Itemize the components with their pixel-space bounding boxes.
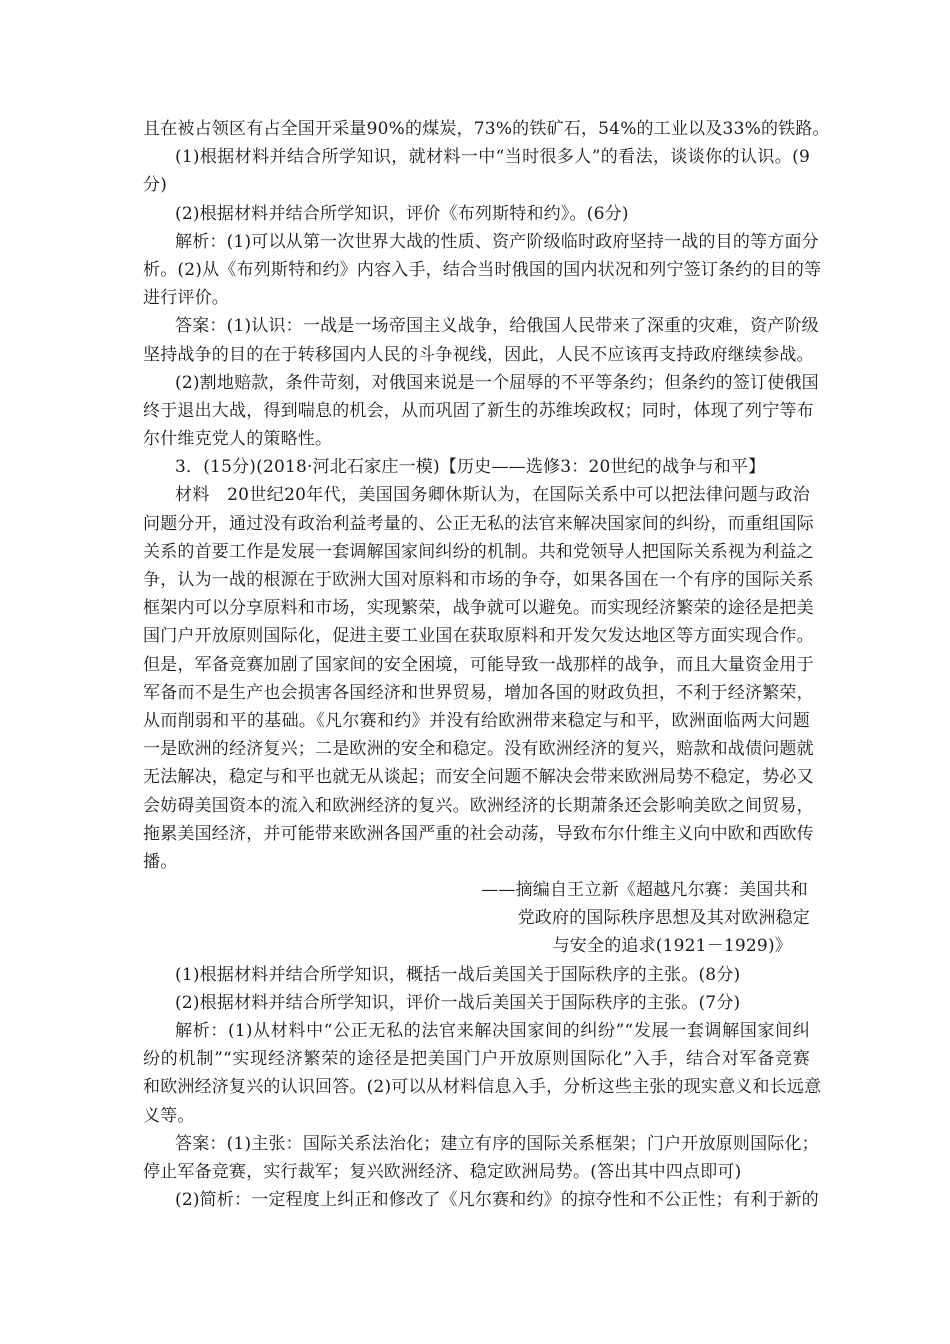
text-line: 停止军备竞赛，实行裁军；复兴欧洲经济、稳定欧洲局势。(答出其中四点即可)	[143, 1161, 742, 1182]
text-line: 且在被占领区有占全国开采量90%的煤炭，73%的铁矿石，54%的工业以及33%的铁路。	[143, 119, 830, 139]
text-line: 解析：(1)可以从第一次世界大战的性质、资产阶级临时政府坚持一战的目的等方面分	[175, 231, 819, 252]
text-line: 3．(15分)(2018·河北石家庄一模)【历史——选修3：20世纪的战争与和平】	[175, 457, 766, 478]
source-citation-line: 党政府的国际秩序思想及其对欧洲稳定	[517, 908, 810, 929]
document-page	[143, 115, 830, 1214]
text-line: 终于退出大战，得到喘息的机会，从而巩固了新生的苏维埃政权；同时，体现了列宁等布	[143, 400, 814, 421]
text-line: 材料 20世纪20年代，美国国务卿休斯认为，在国际关系中可以把法律问题与政治	[175, 485, 810, 506]
text-line: (2)割地赔款，条件苛刻，对俄国来说是一个屈辱的不平等条约；但条约的签订使俄国	[175, 372, 819, 393]
text-line: (2)简析：一定程度上纠正和修改了《凡尔赛和约》的掠夺性和不公正性；有利于新的	[175, 1190, 819, 1211]
text-line: 坚持战争的目的在于转移国内人民的斗争视线，因此，人民不应该再支持政府继续参战。	[143, 344, 814, 365]
text-line: 军备而不是生产也会损害各国经济和世界贸易，增加各国的财政负担，不利于经济繁荣，	[143, 682, 814, 703]
text-line: 一是欧洲的经济复兴；二是欧洲的安全和稳定。没有欧洲经济的复兴，赔款和战债问题就	[143, 739, 814, 760]
text-line: 无法解决，稳定与和平也就无从谈起；而安全问题不解决会带来欧洲局势不稳定，势必又	[143, 767, 814, 788]
text-line: 和欧洲经济复兴的认识回答。(2)可以从材料信息入手，分析这些主张的现实意义和长远意	[143, 1077, 822, 1098]
text-line: 解析：(1)从材料中“公正无私的法官来解决国家间的纠纷”“发展一套调解国家间纠	[175, 1021, 810, 1041]
text-line: 分)	[143, 175, 168, 196]
text-line: 析。(2)从《布列斯特和约》内容入手，结合当时俄国的国内状况和列宁签订条约的目的等	[143, 259, 822, 280]
text-line: 会妨碍美国资本的流入和欧洲经济的复兴。欧洲经济的长期萧条还会影响美欧之间贸易，	[143, 795, 814, 816]
text-line: 播。	[143, 851, 178, 872]
text-line: 从而削弱和平的基础。《凡尔赛和约》并没有给欧洲带来稳定与和平，欧洲面临两大问题	[143, 710, 810, 731]
text-line: 尔什维克党人的策略性。	[143, 429, 333, 450]
text-line: 框架内可以分享原料和市场，实现繁荣，战争就可以避免。而实现经济繁荣的途径是把美	[143, 598, 814, 619]
text-line: (2)根据材料并结合所学知识，评价一战后美国关于国际秩序的主张。(7分)	[175, 992, 741, 1013]
text-line: 进行评价。	[143, 288, 229, 309]
text-line: 答案：(1)主张：国际关系法治化；建立有序的国际关系框架；门户开放原则国际化；	[175, 1133, 819, 1154]
text-line: 问题分开，通过没有政治利益考量的、公正无私的法官来解决国家间的纠纷，而重组国际	[143, 513, 814, 534]
text-line: 国门户开放原则国际化，促进主要工业国在获取原料和开发欠发达地区等方面实现合作。	[143, 626, 814, 647]
source-citation-line: 与安全的追求(1921－1929)》	[552, 936, 792, 957]
source-citation-line: ——摘编自王立新《超越凡尔赛：美国共和	[481, 880, 808, 901]
text-line: (2)根据材料并结合所学知识，评价《布列斯特和约》。(6分)	[175, 203, 629, 224]
text-line: 答案：(1)认识：一战是一场帝国主义战争，给俄国人民带来了深重的灾难，资产阶级	[175, 316, 819, 337]
text-line: 拖累美国经济，并可能带来欧洲各国严重的社会动荡，导致布尔什维主义向中欧和西欧传	[143, 823, 814, 844]
text-line: 纷的机制”“实现经济繁荣的途径是把美国门户开放原则国际化”入手，结合对军备竞赛	[143, 1049, 810, 1070]
text-line: 关系的首要工作是发展一套调解国家间纠纷的机制。共和党领导人把国际关系视为利益之	[143, 541, 814, 562]
text-line: 但是，军备竞赛加剧了国家间的安全困境，可能导致一战那样的战争，而且大量资金用于	[143, 654, 814, 675]
text-line: (1)根据材料并结合所学知识，就材料一中“当时很多人”的看法，谈谈你的认识。(9	[175, 147, 810, 168]
text-line: 义等。	[143, 1105, 195, 1126]
text-line: (1)根据材料并结合所学知识，概括一战后美国关于国际秩序的主张。(8分)	[175, 964, 741, 985]
text-line: 争，认为一战的根源在于欧洲大国对原料和市场的争夺，如果各国在一个有序的国际关系	[143, 570, 814, 590]
